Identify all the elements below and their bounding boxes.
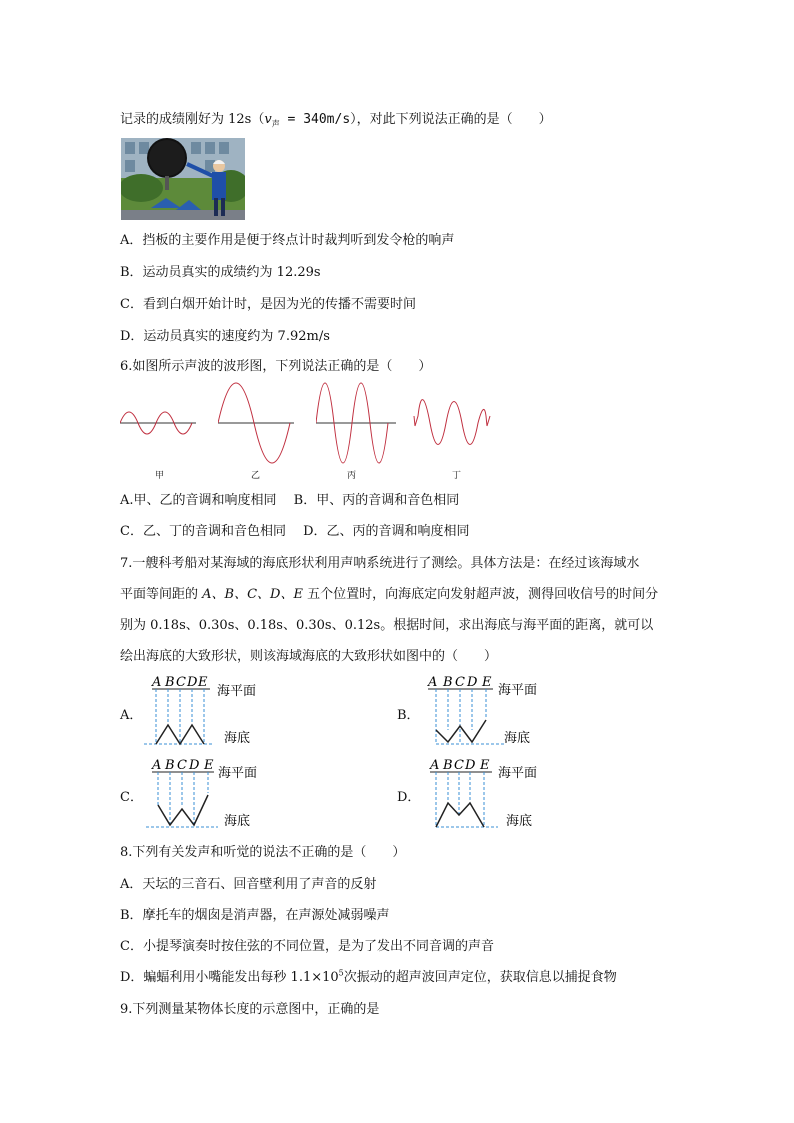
q7-line2-letters: A、B、C、D、E [202, 587, 303, 602]
diag-b-letter-b: B [443, 675, 453, 690]
race-timing-photo [121, 138, 245, 220]
wave-label-bing: 丙 [347, 471, 357, 481]
seabed-diagram-b [418, 670, 558, 750]
diag-d-letter-d: D [465, 758, 476, 773]
wave-label-jia: 甲 [155, 471, 165, 481]
q7-line2-pre: 平面等间距的 [120, 587, 203, 602]
q8-option-b: B．摩托车的烟囱是消声器，在声源处减弱噪声 [120, 908, 390, 923]
diag-c-letter-b: B [165, 758, 175, 773]
diag-b-letter-d: D [467, 675, 478, 690]
diag-a-sea-surface: 海平面 [217, 684, 257, 699]
q5-option-c: C．看到白烟开始计时，是因为光的传播不需要时间 [120, 297, 416, 312]
diag-c-letter-e: E [204, 758, 214, 773]
diag-c-letter-a: A [152, 758, 162, 773]
q7-line2 [120, 583, 658, 602]
q5-option-d: D．运动员真实的速度约为 7.92m/s [120, 329, 330, 344]
diag-d-sea-bottom: 海底 [506, 814, 533, 829]
wave-label-ding: 丁 [452, 471, 462, 481]
waveform-ding [410, 380, 492, 466]
diag-c-letter-d: D [189, 758, 200, 773]
waveform-ding-curve [414, 400, 490, 445]
q7-option-b-label: B． [397, 708, 420, 723]
q6-options-row1: A.甲、乙的音调和响度相同 B．甲、丙的音调和音色相同 [120, 493, 460, 508]
q5-option-b: B．运动员真实的成绩约为 12.29s [120, 265, 321, 280]
seabed-diagram-a [140, 670, 270, 750]
q9-stem: 9.下列测量某物体长度的示意图中，正确的是 [120, 1002, 380, 1017]
diag-a-letter-d: D [187, 675, 198, 690]
waveform-yi [218, 380, 294, 466]
q7-line2-post: 五个位置时，向海底定向发射超声波，测得回收信号的时间分 [302, 587, 659, 602]
q5-option-a: A．挡板的主要作用是便于终点计时裁判听到发令枪的响声 [120, 233, 455, 248]
waveform-jia [120, 398, 196, 448]
diag-b-seabed [436, 720, 486, 742]
q7-option-c-label: C． [120, 790, 143, 805]
diag-a-letter-b: B [165, 675, 175, 690]
diag-d-letter-c: C [454, 758, 464, 773]
q5-stem [120, 108, 552, 130]
diag-d-seabed [436, 803, 484, 827]
diag-d-letter-e: E [480, 758, 490, 773]
q7-option-d-label: D． [397, 790, 421, 805]
wave-label-yi: 乙 [251, 471, 261, 481]
q8-option-d-pre: D．蝙蝠利用小嘴能发出每秒 1.1×10 [120, 970, 339, 985]
waveform-bing [316, 380, 396, 466]
diag-c-sea-bottom: 海底 [224, 814, 251, 829]
diag-c-seabed [158, 795, 208, 825]
q5-v-sub: 声 [271, 119, 280, 129]
seabed-diagram-c [140, 753, 280, 833]
diag-c-sea-surface: 海平面 [218, 766, 258, 781]
diag-a-letter-e: E [198, 675, 208, 690]
diag-a-letter-c: C [176, 675, 186, 690]
q8-stem: 8.下列有关发声和听觉的说法不正确的是（ ） [120, 845, 406, 860]
diag-b-letter-e: E [482, 675, 492, 690]
q5-v-symbol: v [264, 112, 272, 127]
diag-b-letter-c: C [455, 675, 465, 690]
q8-option-a: A．天坛的三音石、回音壁利用了声音的反射 [120, 877, 377, 892]
q7-line1: 7.一艘科考船对某海域的海底形状利用声呐系统进行了测绘。具体方法是：在经过该海域水 [120, 556, 640, 571]
q6-stem: 6.如图所示声波的波形图，下列说法正确的是（ ） [120, 359, 432, 374]
diag-a-letter-a: A [152, 675, 162, 690]
diag-b-sea-surface: 海平面 [498, 683, 538, 698]
q8-option-d [120, 966, 617, 985]
diag-b-sea-bottom: 海底 [504, 731, 531, 746]
q7-line3: 别为 0.18s、0.30s、0.18s、0.30s、0.12s。根据时间，求出海底与海平面的距离，就可以 [120, 618, 654, 633]
diag-a-sea-bottom: 海底 [224, 731, 251, 746]
q5-stem-pre: 记录的成绩刚好为 12s（ [120, 112, 265, 127]
q8-option-d-post: 次振动的超声波回声定位，获取信息以捕捉食物 [343, 970, 617, 985]
diag-b-letter-a: A [428, 675, 438, 690]
q5-stem-post: ，对此下列说法正确的是（ ） [356, 112, 552, 127]
q5-v-value: = 340m/s） [279, 112, 357, 127]
q6-options-row2: C．乙、丁的音调和音色相同 D．乙、丙的音调和响度相同 [120, 524, 470, 539]
q7-option-a-label: A． [120, 708, 143, 723]
diag-d-letter-a: A [430, 758, 440, 773]
q8-option-c: C．小提琴演奏时按住弦的不同位置，是为了发出不同音调的声音 [120, 939, 494, 954]
diag-d-sea-surface: 海平面 [498, 766, 538, 781]
q8-option-d-exp: 5 [338, 968, 344, 978]
seabed-diagram-d [418, 753, 558, 833]
diag-d-letter-b: B [443, 758, 453, 773]
diag-c-letter-c: C [177, 758, 187, 773]
q7-line4: 绘出海底的大致形状，则该海域海底的大致形状如图中的（ ） [120, 649, 498, 664]
